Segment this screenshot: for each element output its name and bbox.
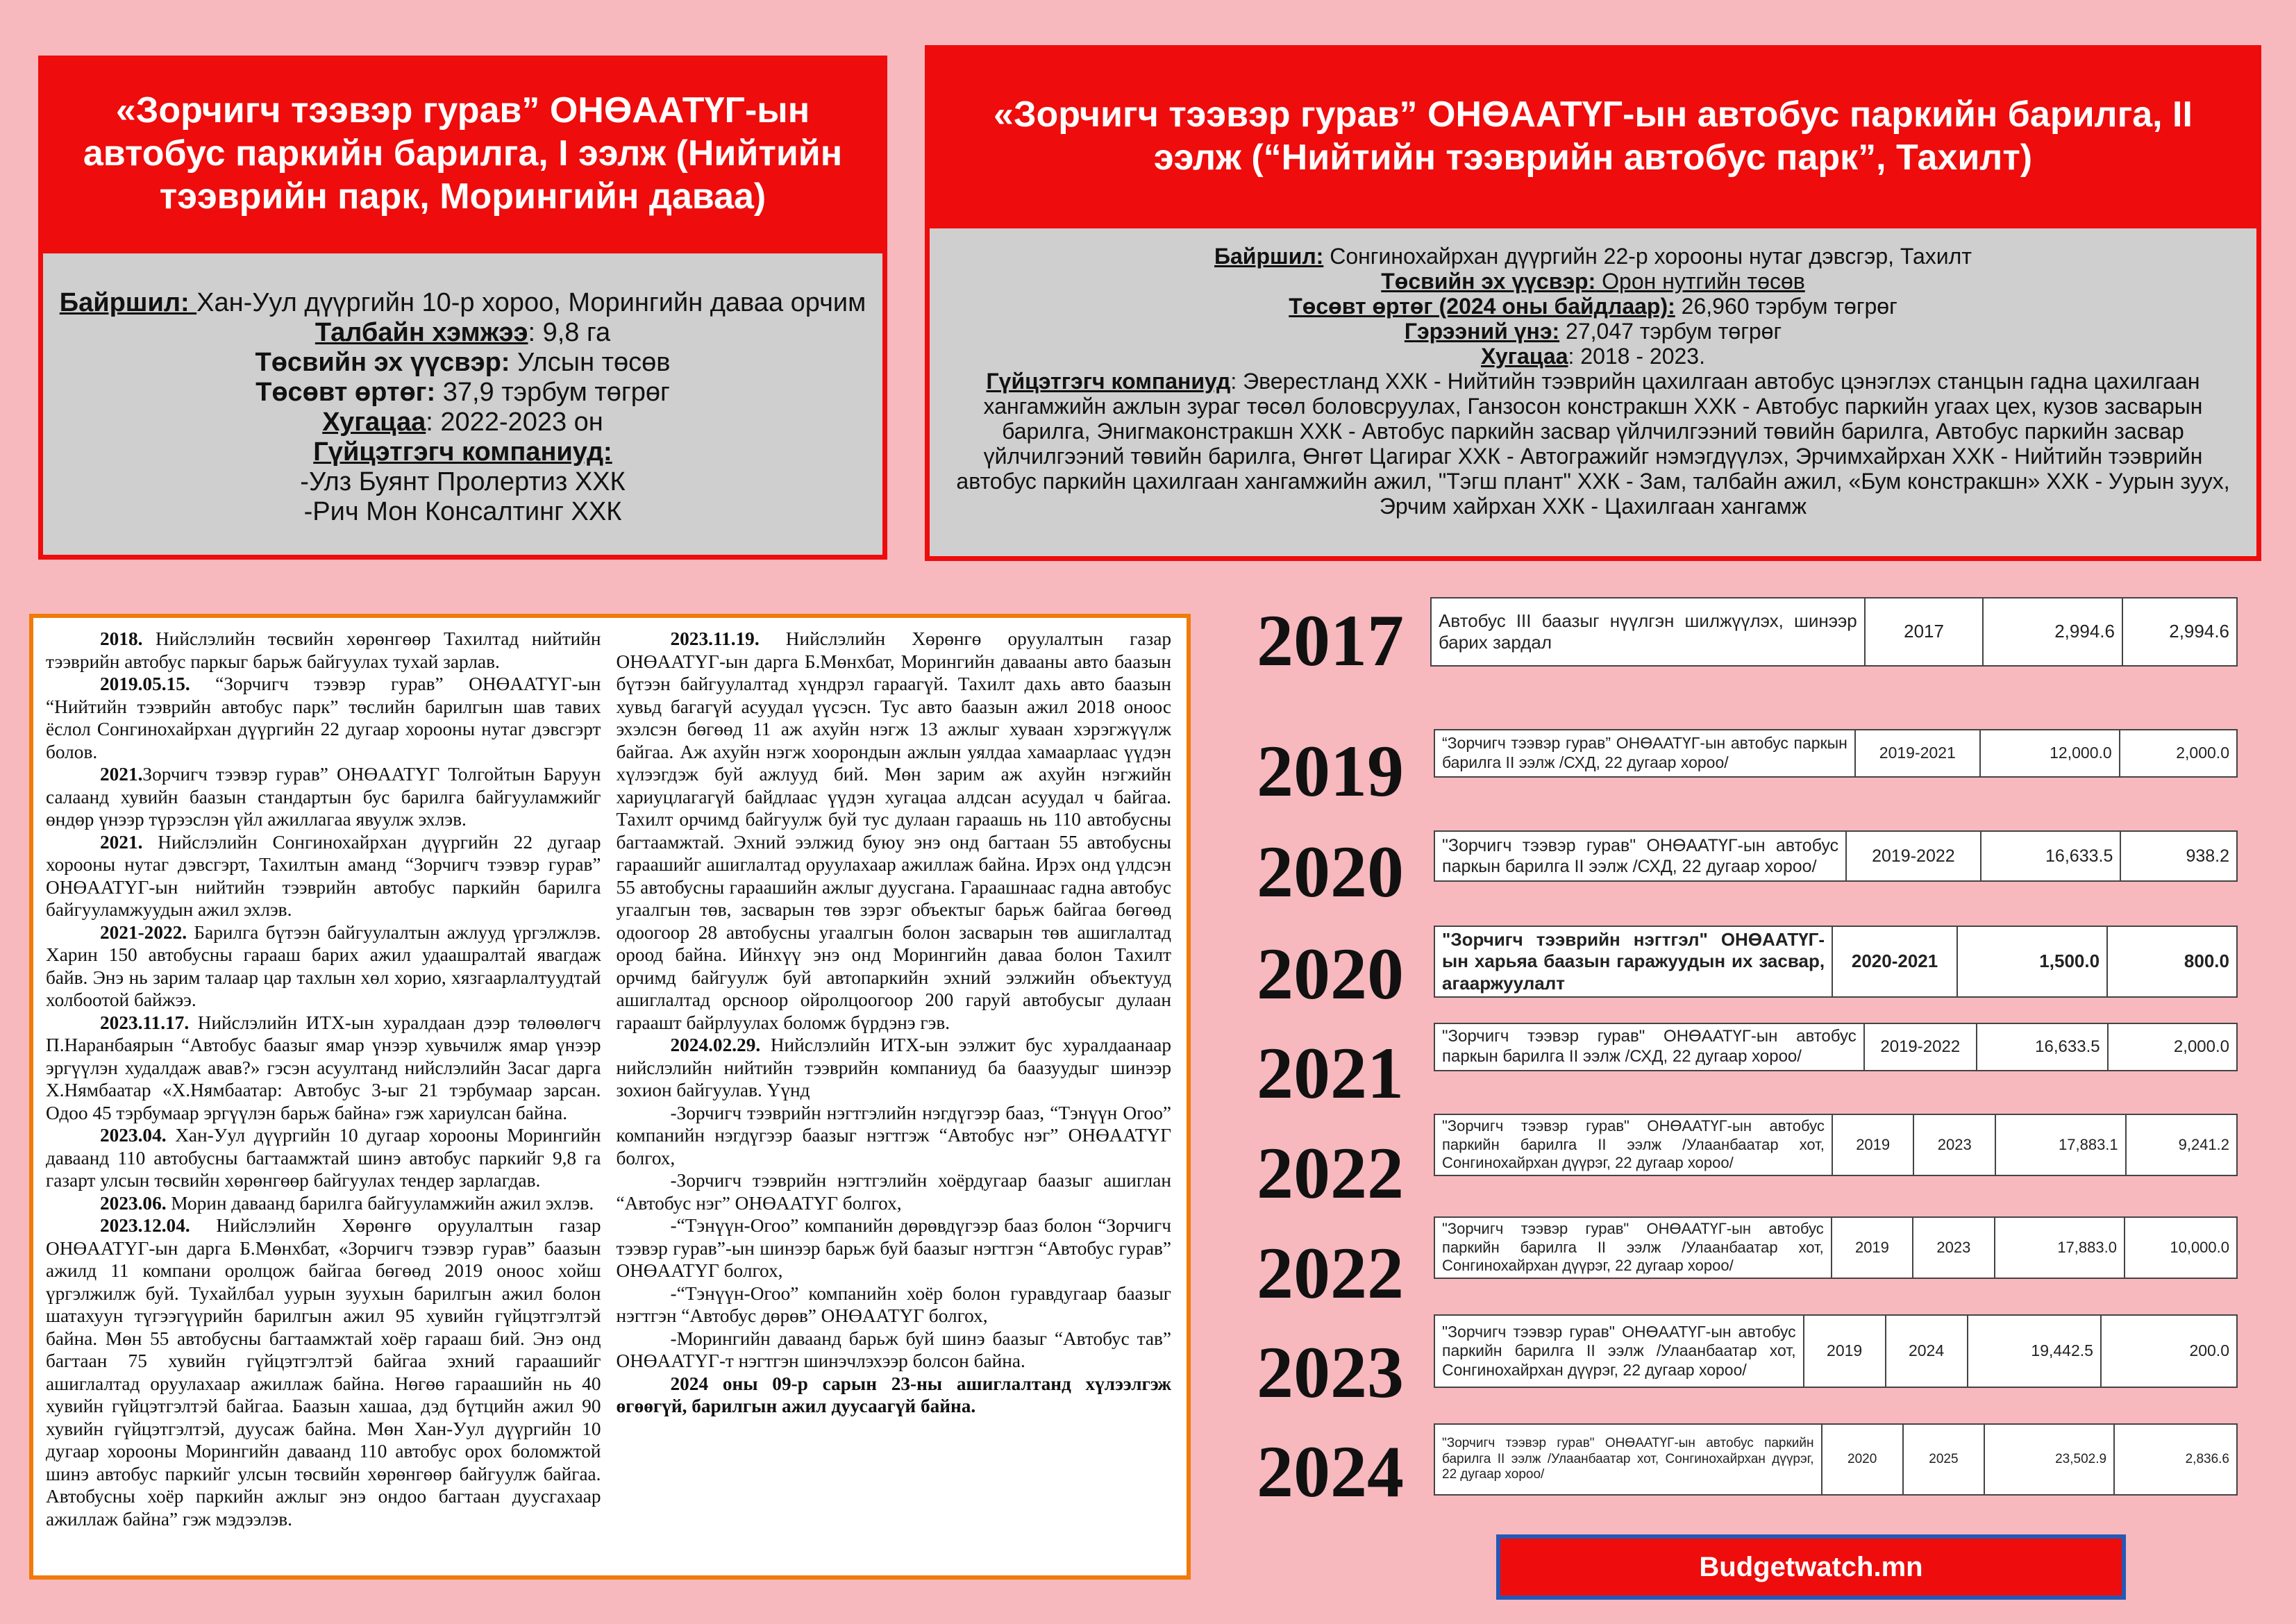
row-start-year: 2019 xyxy=(1804,1316,1886,1387)
right-contractors-line: Гүйцэтгэгч компаниуд: Эверестланд ХХК - Нийтийн тээврийн цахилгаан автобус цэнэглэх станцын гадна цахилгаан хангамжийн ажлын зураг төсөл боловсруулах, Ганзосон констракшн ХХК - Автобус паркийн угаах цех, кузов засварын барилга, Энигмаконстракшн ХХК - Автобус паркийн засвар үйлчилгээний төвийн барилга, Автобус паркийн засвар үйлчилгээний төвийн барилга, Өнгөт Цагираг ХХК - Автогражийг нэмэгдүүлэх, Эрчимхайрхан ХХК - Нийтийн тээврийн автобус паркийн цахилгаан хангамжийн ажил, "Тэгш плант" ХХК - Зам, талбайн ажил, «Бум констракшн» ХХК - Уурын зуух, xyxy=(956,369,2230,494)
row-total-cost: 19,442.5 xyxy=(1968,1316,2101,1387)
budget-row xyxy=(1434,1216,2238,1279)
row-end-year: 2025 xyxy=(1903,1425,1984,1494)
right-card-info xyxy=(925,224,2261,561)
year-label: 2020 xyxy=(1257,831,1404,912)
row-allocation: 2,836.6 xyxy=(2114,1425,2236,1494)
row-total-cost: 1,500.0 xyxy=(1957,927,2107,996)
left-card-info xyxy=(38,249,887,560)
budget-row xyxy=(1434,1314,2238,1388)
row-total-cost: 2,994.6 xyxy=(1983,598,2122,665)
year-label: 2020 xyxy=(1257,933,1404,1014)
row-description: "Зорчигч тээвэр гурав" ОНӨААТҮГ-ын автобус паркийн барилга II ээлж /Улаанбаатар хот, Сонгинохайрхан дүүрэг, 22 дугаар хороо/ xyxy=(1442,1220,1824,1275)
left-contractor-1: -Улз Буянт Пролертиз ХХК xyxy=(300,467,626,496)
left-cost-line: Төсөвт өртөг: 37,9 тэрбум төгрөг xyxy=(255,378,670,407)
article-paragraph: 2023.11.17. Нийслэлийн ИТХ-ын хуралдаан дээр төлөөлөгч П.Наранбаярын “Автобус баазыг ямар үнээр хувьчилж ямар үнээр эргүүлэн худалдаж авав?» гэсэн асуултанд нийслэлийн Засаг дарга Х.Нямбаатар «Х.Нямбаатар: Автобус 3-ыг 21 тэрбумаар зарсан. Одоо 45 тэрбумаар эргүүлэн барьж байна» гэж хариулсан байна. xyxy=(46,1012,601,1123)
budget-row xyxy=(1434,1023,2238,1071)
year-label: 2017 xyxy=(1257,600,1404,681)
article-paragraph: -“Тэнүүн-Огоо” компанийн дөрөвдүгээр бааз болон “Зорчигч тээвэр гурав”-ын шинээр барьж буй баазыг нэгтгэн “Автобус гурав” ОНӨААТҮГ болгох, xyxy=(616,1215,1171,1281)
budget-row xyxy=(1434,1114,2238,1176)
row-allocation: 10,000.0 xyxy=(2125,1218,2236,1278)
year-label: 2022 xyxy=(1257,1232,1404,1314)
article-paragraph: -Зорчигч тээврийн нэгтгэлийн нэгдүгээр бааз, “Тэнүүн Огоо” компанийн нэгдүгээр баазыг нэгтгэж “Автобус нэг” ОНӨААТҮГ болгох, xyxy=(616,1102,1171,1169)
row-start-year: 2019 xyxy=(1832,1218,1913,1278)
article-paragraph: 2019.05.15. “Зорчигч тээвэр гурав” ОНӨААТҮГ-ын “Нийтийн тээврийн автобус парк” төслийн барилгын шав тавих ёслол Сонгинохайрхан дүүргийн 22 дугаар хорооны нутаг дэвсгэрт болов. xyxy=(46,673,601,762)
row-start-year: 2019-2021 xyxy=(1855,730,1980,776)
row-total-cost: 16,633.5 xyxy=(1981,832,2121,880)
row-allocation: 800.0 xyxy=(2107,927,2236,996)
budget-row xyxy=(1434,729,2238,778)
left-period-line: Хугацаа: 2022-2023 он xyxy=(322,408,603,437)
article-paragraph: -“Тэнүүн-Огоо” компанийн хоёр болон гуравдугаар баазыг нэгтгэн “Автобус дөрөв” ОНӨААТҮГ болгох, xyxy=(616,1282,1171,1326)
article-paragraph: 2018. Нийслэлийн төсвийн хөрөнгөөр Тахилтад нийтийн тээврийн автобус паркыг барьж байгуулах тухай зарлав. xyxy=(46,628,601,672)
article-paragraph: 2023.06. Морин даваанд барилга байгууламжийн ажил эхлэв. xyxy=(100,1192,594,1214)
right-period-line: Хугацаа: 2018 - 2023. xyxy=(1481,344,1705,369)
article-paragraph: 2023.11.19. Нийслэлийн Хөрөнгө оруулалтын газар ОНӨААТҮГ-ын дарга Б.Мөнхбат, Морингийн давааны авто баазын бүтээн байгуулалтад хүндрэл гараагүй. Тахилт дахь авто баазын хувьд багагүй асуудал үүсэсн. Тус авто баазын ажил 2018 оноос эхэлсэн бөгөөд 11 аж ахуйн нэгж 13 ажлыг хуваан хэрэгжүүлж байгаа. Аж ахуйн нэгж хоорондын ажлын уялдаа хамаарлаас үүдэн хүлээгдэж буй ажлууд бий. Мөн зарим аж ахуйн нэгжийн хариуцлагагүй байдлаас үүдэн хугацаа алдсан асуудал ч байгаа. Тахилт орчимд байгуулж буй тус дулаан гараашь нь 110 автобусны багтаамжтай. Эхний ээлжид буюу энэ онд багтаан 55 автобусны гараашийг ашиглалтад оруулахаар ажиллаж байна. Ирэх онд үлдсэн 55 автобусны гараашийн ажлыг дуусгана. Гараашнаас гадна автобус угаалгын төв, засварын төв зэрэг объектыг барьж байгаа бөгөөд одоогоор 28 автобусны угаалгын болон засварын төв ашиглалтад ороод байна. Ийнхүү энэ онд Морингийн даваа болон Тахилт орчимд байгуулж буй автопаркийн эхний ээлжийн объектууд ашиглалтад орсноор ойролцоогоор 200 гаруй автобусыг дулаан гараашт байрлуулах боломж бүрдэнэ гэв. xyxy=(616,628,1171,1033)
budget-row xyxy=(1434,1423,2238,1496)
row-description: "Зорчигч тээвэр гурав" ОНӨААТҮГ-ын автобус паркын барилга II ээлж /СХД, 22 дугаар хороо/ xyxy=(1442,836,1839,876)
right-location-line: Байршил: Сонгинохайрхан дүүргийн 22-р хорооны нутаг дэвсгэр, Тахилт xyxy=(1214,244,1972,269)
row-start-year: 2019-2022 xyxy=(1864,1024,1977,1070)
year-label: 2019 xyxy=(1257,730,1404,812)
article-paragraph: -Зорчигч тээврийн нэгтгэлийн хоёрдугаар баазыг ашиглан “Автобус нэг” ОНӨААТҮГ болгох, xyxy=(616,1170,1171,1214)
article-paragraph: 2021-2022. Барилга бүтээн байгуулалтын ажлууд үргэлжлэв. Харин 150 автобусны гарааш барих ажил удаашралтай явагдаж байв. Энэ нь зарим талаар цар тахлын хөл хорио, хязгаарлалтуудтай холбоотой байжээ. xyxy=(46,921,601,1010)
row-allocation: 938.2 xyxy=(2120,832,2236,880)
budgetwatch-footer: Budgetwatch.mn xyxy=(1496,1534,2126,1600)
row-start-year: 2020-2021 xyxy=(1832,927,1957,996)
row-allocation: 2,000.0 xyxy=(2108,1024,2236,1070)
article-paragraph: -Морингийн даваанд барьж буй шинэ баазыг “Автобус тав” ОНӨААТҮГ-т нэгтгэн шинэчлэхээр болсон байна. xyxy=(616,1328,1171,1371)
row-end-year: 2023 xyxy=(1913,1115,1995,1175)
row-allocation: 2,000.0 xyxy=(2120,730,2236,776)
article-paragraph: 2021. Нийслэлийн Сонгинохайрхан дүүргийн 22 дугаар хорооны нутаг дэвсгэрт, Тахилтын аманд “Зорчигч тээвэр гурав” ОНӨААТҮГ-ын нийтийн тээврийн автобус паркийн барилга байгууламжуудын ажил эхлэв. xyxy=(46,831,601,920)
row-start-year: 2017 xyxy=(1865,598,1984,665)
row-allocation: 200.0 xyxy=(2101,1316,2236,1387)
right-source-line: Төсвийн эх үүсвэр: Орон нутгийн төсөв xyxy=(1381,269,1805,294)
row-description: "Зорчигч тээврийн нэгтгэл" ОНӨААТҮГ-ын харьяа баазын гаражуудын их засвар, агааржуулалт xyxy=(1442,929,1825,994)
row-description: "Зорчигч тээвэр гурав" ОНӨААТҮГ-ын автобус паркын барилга II ээлж /СХД, 22 дугаар хороо/ xyxy=(1442,1027,1857,1066)
row-total-cost: 12,000.0 xyxy=(1980,730,2120,776)
row-end-year: 2024 xyxy=(1886,1316,1968,1387)
row-total-cost: 23,502.9 xyxy=(1984,1425,2114,1494)
row-total-cost: 17,883.1 xyxy=(1995,1115,2126,1175)
left-source-line: Төсвийн эх үүсвэр: Улсын төсөв xyxy=(255,348,671,377)
year-label: 2024 xyxy=(1257,1431,1404,1512)
row-start-year: 2019 xyxy=(1832,1115,1914,1175)
article-paragraph: 2023.04. Хан-Уул дүүргийн 10 дугаар хорооны Морингийн даваанд 110 автобусны багтаамжтай шинэ автобус паркийг 9,8 га газарт улсын төсвийн хөрөнгөөр байгуулах тендер зарлагдав. xyxy=(46,1125,601,1191)
budget-row xyxy=(1434,926,2238,998)
year-label: 2023 xyxy=(1257,1332,1404,1413)
row-description: “Зорчигч тээвэр гурав” ОНӨААТҮГ-ын автобус паркын барилга II ээлж /СХД, 22 дугаар хороо/ xyxy=(1442,734,1847,771)
row-description: "Зорчигч тээвэр гурав" ОНӨААТҮГ-ын автобус паркийн барилга II ээлж /Улаанбаатар хот, Сонгинохайрхан дүүрэг, 22 дугаар хороо/ xyxy=(1442,1435,1814,1482)
left-location-line: Байршил: Хан-Уул дүүргийн 10-р хороо, Морингийн даваа орчим xyxy=(59,288,866,317)
news-timeline-article xyxy=(29,614,1191,1580)
right-cost-line: Төсөвт өртөг (2024 оны байдлаар): 26,960 тэрбум төгрөг xyxy=(1289,294,1897,319)
right-contractors-last: Эрчим хайрхан ХХК - Цахилгаан хангамж xyxy=(1379,494,1807,519)
year-label: 2021 xyxy=(1257,1032,1404,1114)
right-card-title: «Зорчигч тээвэр гурав” ОНӨААТҮГ-ын автобус паркийн барилга, II ээлж (“Нийтийн тээврийн автобус парк”, Тахилт) xyxy=(925,45,2261,227)
article-paragraph: 2024 оны 09-р сарын 23-ны ашиглалтанд хүлээлгэж өгөөгүй, барилгын ажил дуусаагүй байна. xyxy=(616,1373,1171,1416)
row-end-year: 2023 xyxy=(1913,1218,1994,1278)
row-start-year: 2020 xyxy=(1822,1425,1903,1494)
row-description: "Зорчигч тээвэр гурав" ОНӨААТҮГ-ын автобус паркийн барилга II ээлж /Улаанбаатар хот, Сонгинохайрхан дүүрэг, 22 дугаар хороо/ xyxy=(1442,1117,1825,1172)
right-contract-line: Гэрээний үнэ: 27,047 тэрбум төгрөг xyxy=(1404,319,1782,344)
row-allocation: 9,241.2 xyxy=(2126,1115,2236,1175)
left-contractors-label: Гүйцэтгэгч компаниуд: xyxy=(313,437,612,467)
budget-row xyxy=(1434,830,2238,882)
article-paragraph: 2024.02.29. Нийслэлийн ИТХ-ын ээлжит бус хуралдаанаар нийслэлийн нийтийн тээврийн компаниуд ба баазуудыг шинээр зохион байгуулав. Үүнд xyxy=(616,1035,1171,1100)
left-card-title: «Зорчигч тээвэр гурав” ОНӨААТҮГ-ын автобус паркийн барилга, I ээлж (Нийтийн тээврийн парк, Морингийн даваа) xyxy=(38,56,887,251)
row-start-year: 2019-2022 xyxy=(1846,832,1981,880)
row-allocation: 2,994.6 xyxy=(2122,598,2236,665)
row-total-cost: 17,883.0 xyxy=(1995,1218,2125,1278)
row-description: Автобус III баазыг нүүлгэн шилжүүлэх, шинээр барих зардал xyxy=(1439,610,1857,653)
article-paragraph: 2023.12.04. Нийслэлийн Хөрөнгө оруулалтын газар ОНӨААТҮГ-ын дарга Б.Мөнхбат, «Зорчигч тээвэр гурав” баазын ажилд 11 компани оролцож байгаа бөгөөд 2019 оноос хойш үргэлжилж буй. Тухайлбал уурын зуухын барилгын ажил болон шатахуун түгээгүүрийн барилгын ажил 95 хувийн гүйцэтгэлтэй байна. Мөн 55 автобусны багтаамжтай хоёр гарааш бий. Энэ онд багтаан 75 хувийн гүйцэтгэлтэй байгаа эхний гараашийг ашиглалтад оруулахаар ажиллаж байна. Нөгөө гараашийн нь 40 хувийн гүйцэтгэлтэй байгаа. Баазын хашаа, дэд бүтцийн ажил 90 хувийн гүйцэтгэлтэй, дуусаж байна. Мөн Хан-Уул дүүргийн 10 дугаар хорооны Морингийн даваанд 110 автобус орох боломжтой шинэ автобус паркийг улсын төсвийн хөрөнгөөр байгуулж байгаа. Автобусны хоёр паркийн ажлыг энэ ондоо багтаан дуусгахаар ажиллаж байна” гэж мэдээлэв. xyxy=(46,1215,601,1530)
left-contractor-2: -Рич Мон Консалтинг ХХК xyxy=(303,497,622,526)
budget-row xyxy=(1430,597,2238,667)
article-paragraph: 2021.Зорчигч тээвэр гурав” ОНӨААТҮГ Толгойтын Баруун салаанд хувийн баазын стандартын бус барилга байгууламжийг өндөр үнээр түрээслэн үйл ажиллагаа явуулж эхлэв. xyxy=(46,764,601,830)
left-area-line: Талбайн хэмжээ: 9,8 га xyxy=(315,318,611,347)
row-description: "Зорчигч тээвэр гурав" ОНӨААТҮГ-ын автобус паркийн барилга II ээлж /Улаанбаатар хот, Сонгинохайрхан дүүрэг, 22 дугаар хороо/ xyxy=(1442,1322,1796,1379)
row-total-cost: 16,633.5 xyxy=(1977,1024,2108,1070)
year-label: 2022 xyxy=(1257,1132,1404,1214)
